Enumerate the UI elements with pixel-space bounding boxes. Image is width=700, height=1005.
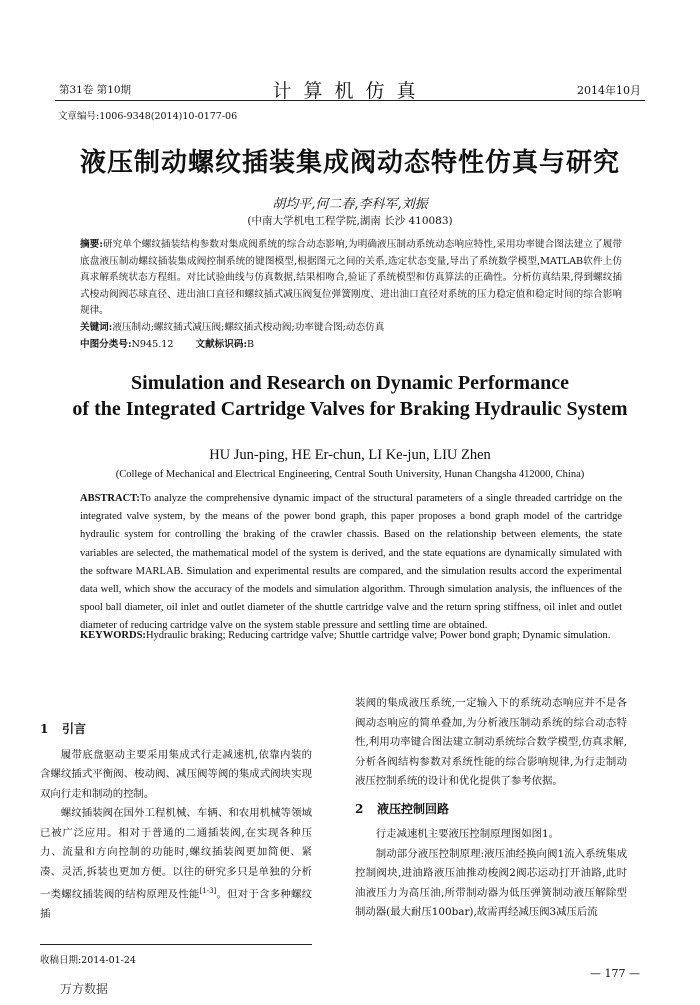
en-title — [0, 370, 700, 422]
clc-value: N945.12 — [131, 339, 174, 350]
section-2-heading — [355, 800, 627, 820]
article-number: 文章编号:1006-9348(2014)10-0177-06 — [58, 111, 238, 122]
en-abstract — [80, 490, 622, 636]
cn-keywords-label: 关键词: — [80, 322, 113, 333]
section-1-paragraph-2-b: 。但对于含多种螺纹插 — [40, 888, 313, 920]
issue-date: 2014年10月 — [577, 84, 641, 97]
volume-issue: 第31卷 第10期 — [59, 84, 132, 96]
citation-ref: [1-3] — [199, 887, 217, 895]
en-abstract-label: ABSTRACT: — [80, 493, 140, 504]
en-affiliation: (College of Mechanical and Electrical Engineering, Central South University, Hunan Changsha 412000, China) — [115, 469, 585, 480]
section-1-paragraph-2-a: 螺纹插装阀在国外工程机械、车辆、和农用机械等领域已被广泛应用。相对于普通的二通插装阀,在实现各种压力、流量和方向控制的功能时,螺纹插装阀更加简便、紧凑、灵活,拆装也更加方便。以往的研究多只是单独的分析一类螺纹插装阀的结构原理及性能 — [40, 807, 312, 901]
section-1-title: 引言 — [62, 722, 87, 736]
body-right-column — [355, 694, 627, 923]
section-1-number: 1 — [40, 722, 49, 736]
running-header — [55, 78, 645, 101]
en-keywords-text: Hydraulic braking; Reducing cartridge valve; Shuttle cartridge valve; Power bond graph; Dynamic simulation. — [145, 630, 611, 641]
body-left-column — [40, 718, 312, 924]
footnote-divider — [40, 944, 312, 945]
section-1-paragraph-2 — [40, 804, 312, 924]
cn-abstract-text: 研究单个螺纹插装结构参数对集成阀系统的综合动态影响,为明确液压制动系统动态响应特性,采用功率键合图法建立了履带底盘液压制动螺纹插装集成阀控制系统的键图模型,根据图元之间的关系,选定状态变量,导出了系统数学模型,MATLAB软件上仿真求解系统状态方程组。对比试验曲线与仿真数据,结果相吻合,验证了系统模型和仿真算法的正确性。分析仿真结果,得到螺纹插式梭动阀阀芯球直径、进出油口直径和螺纹插式减压阀复位弹簧刚度、进出油口直径对系统的压力稳定值和稳定时间的综合影响规律。 — [80, 239, 622, 316]
cn-abstract — [80, 237, 622, 320]
cn-abstract-label: 摘要: — [80, 239, 103, 250]
right-paragraph-1: 装阀的集成液压系统,一定输入下的系统动态响应并不是各阀动态响应的简单叠加,为分析液压制动系统的综合动态特性,利用功率键合图法建立制动系统综合数学模型,仿真求解,分析各阀结构参数对系统性能的综合影响规律,为行走制动液压控制系统的设计和优化提供了参考依据。 — [355, 697, 627, 787]
clc-label: 中图分类号: — [80, 339, 132, 350]
cn-authors: 胡均平,何二春,李科军,刘振 — [272, 197, 428, 212]
section-1-paragraph-1: 履带底盘驱动主要采用集成式行走减速机,依靠内装的含螺纹插式平衡阀、梭动阀、减压阀等阀的集成式阀块实现双向行走和制动的控制。 — [40, 748, 312, 800]
section-1-heading — [40, 720, 312, 740]
cn-keywords — [80, 320, 622, 337]
cn-keywords-text: 液压制动;螺纹插式减压阀;螺纹插式梭动阀;功率键合图;动态仿真 — [112, 322, 385, 333]
cn-affiliation: (中南大学机电工程学院,湖南 长沙 410083) — [247, 215, 453, 227]
section-2-paragraph-1: 行走减速机主要液压控制原理图如图1。 — [375, 828, 560, 840]
cn-title: 液压制动螺纹插装集成阀动态特性仿真与研究 — [79, 148, 620, 178]
doc-code-label: 文献标识码: — [195, 339, 247, 350]
watermark: 万方数据 — [60, 982, 109, 996]
en-title-line2: of the Integrated Cartridge Valves for Braking Hydraulic System — [72, 398, 628, 420]
section-2-paragraph-2: 制动部分液压控制原理:液压油经换向阀1流入系统集成控制阀块,进油路液压油推动梭阀2阀芯运动打开油路,此时油液压力为高压油,所带制动器为低压弹簧制动液压解除型制动器(最大耐压100bar),故需再经减压阀3减压后流 — [355, 847, 627, 918]
en-keywords — [80, 627, 622, 645]
page-number: — 177 — — [590, 967, 640, 980]
section-2-number: 2 — [355, 801, 364, 816]
en-authors: HU Jun-ping, HE Er-chun, LI Ke-jun, LIU Zhen — [209, 447, 491, 463]
received-date: 收稿日期:2014-01-24 — [40, 955, 136, 966]
en-keywords-label: KEYWORDS: — [80, 630, 146, 641]
en-title-line1: Simulation and Research on Dynamic Performance — [131, 372, 569, 394]
section-2-title: 液压控制回路 — [377, 801, 450, 816]
cn-classification — [80, 337, 622, 354]
en-abstract-text: To analyze the comprehensive dynamic impact of the structural parameters of a single threaded cartridge on the integrated valve system, by the means of the power bond graph, this paper proposes a bond graph model of the cartridge hydraulic system for controlling the braking of the crawler chassis. Based on the relationship between elements, the state variables are selected, the mathematical model of the system is derived, and the state equations are dynamically simulated with the software MARLAB. Simulation and experimental results are compared, and the simulation results accord the experimental data well, which show the accuracy of the models and simulation algorithm. Through simulation analysis, the influences of the spool ball diameter, oil inlet and outlet diameter of the shuttle cartridge valve and the return spring stiffness, oil inlet and outlet diameter of reducing cartridge valve on the system stable pressure and settling time are obtained. — [80, 493, 622, 632]
doc-code-value: B — [247, 339, 255, 350]
journal-name: 计算机仿真 — [272, 80, 428, 102]
